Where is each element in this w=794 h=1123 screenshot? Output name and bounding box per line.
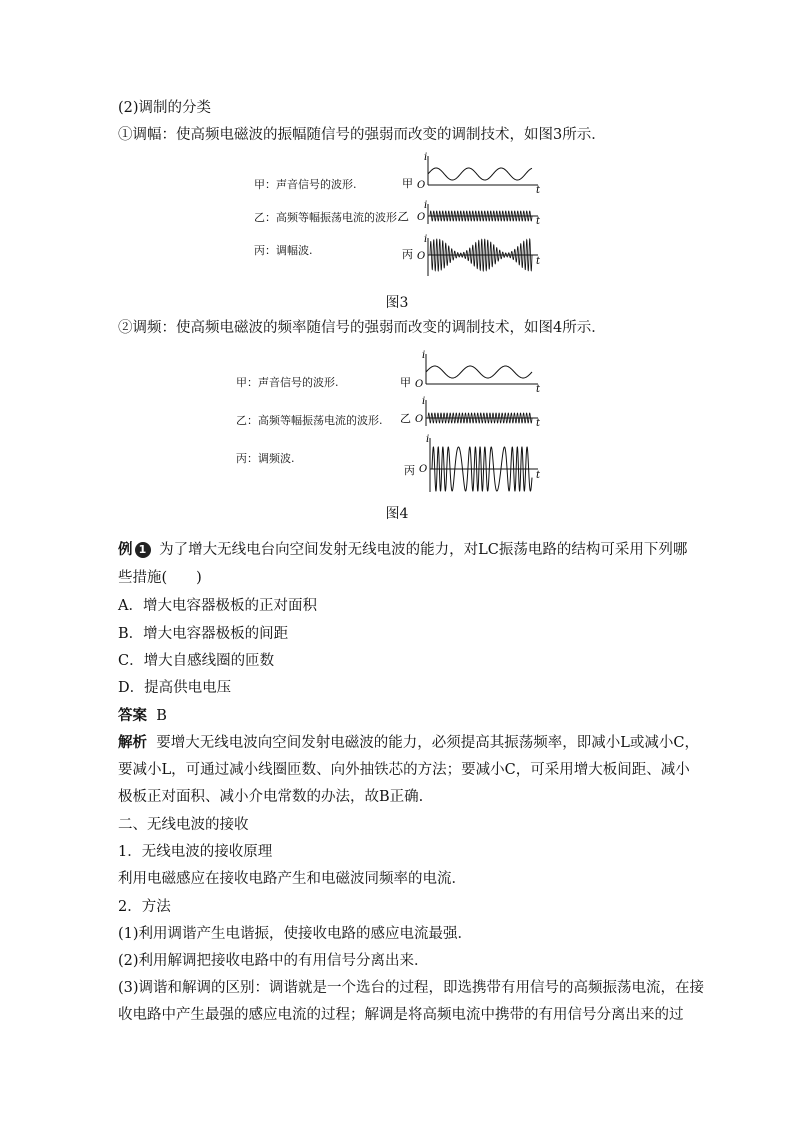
- svg-text:O: O: [417, 212, 426, 223]
- fig4-tag-jia: 甲: [400, 376, 411, 389]
- fig3-tag-jia: 甲: [402, 177, 413, 190]
- fig4-tag-yi: 乙: [400, 412, 411, 425]
- fig3-tag-yi: 乙: [398, 210, 409, 223]
- example-number-badge: 1: [135, 542, 151, 558]
- svg-text:t: t: [536, 256, 541, 267]
- fig4-waveforms: [250, 350, 550, 496]
- receiving-principle-title: 1．无线电波的接收原理: [118, 844, 273, 860]
- figure-4: [236, 350, 550, 496]
- example-tag: 例: [118, 541, 133, 558]
- fig4-label-bing: 丙：调频波.: [236, 452, 295, 465]
- method-item-1: (1)利用调谐产生电谐振，使接收电路的感应电流最强．: [118, 926, 473, 942]
- analysis-line2: 要减小L，可通过减小线圈匝数、向外抽铁芯的方法；要减小C，可采用增大板间距、减小: [118, 762, 690, 778]
- analysis-text-1: 要增大无线电波向空间发射电磁波的能力，必须提高其振荡频率，即减小L或减小C，: [156, 735, 699, 751]
- method-item-3-line2: 收电路中产生最强的感应电流的过程；解调是将高频电流中携带的有用信号分离出来的过: [118, 1007, 684, 1023]
- fig3-waveforms: [250, 148, 550, 278]
- fig3-carrier-wave: [430, 211, 532, 221]
- svg-text:O: O: [417, 180, 426, 191]
- fig4-label-jia: 甲：声音信号的波形.: [236, 376, 339, 389]
- fig3-label-jia: 甲：声音信号的波形.: [254, 178, 357, 191]
- example-question-text: 为了增大无线电台向空间发射无线电波的能力，对LC振荡电路的结构可采用下列哪: [159, 542, 688, 558]
- fig3-am-wave: [430, 239, 532, 271]
- svg-text:t: t: [536, 216, 541, 227]
- figure-3-caption: 图3: [385, 295, 409, 311]
- svg-text:O: O: [417, 251, 426, 262]
- answer-line: [118, 706, 167, 726]
- svg-text:i: i: [424, 152, 428, 163]
- svg-text:i: i: [424, 200, 428, 211]
- fig4-tag-bing: 丙: [404, 464, 415, 477]
- svg-text:i: i: [424, 234, 428, 245]
- fig4-label-yi: 乙：高频等幅振荡电流的波形.: [236, 414, 383, 427]
- example-question-line2: 些措施( ): [118, 570, 202, 586]
- am-description: ①调幅：使高频电磁波的振幅随信号的强弱而改变的调制技术，如图3所示．: [118, 127, 606, 143]
- svg-text:t: t: [536, 470, 541, 481]
- svg-text:i: i: [422, 396, 426, 407]
- receiving-principle-text: 利用电磁感应在接收电路产生和电磁波同频率的电流．: [118, 871, 466, 887]
- modulation-heading: (2)调制的分类: [118, 100, 212, 116]
- receiving-heading: 二、无线电波的接收: [118, 817, 249, 833]
- fm-description: ②调频：使高频电磁波的频率随信号的强弱而改变的调制技术，如图4所示．: [118, 320, 606, 336]
- option-d: D．提高供电电压: [118, 680, 232, 696]
- svg-text:t: t: [536, 418, 541, 429]
- svg-text:O: O: [415, 379, 424, 390]
- svg-text:O: O: [415, 414, 424, 425]
- method-item-2: (2)利用解调把接收电路中的有用信号分离出来．: [118, 953, 429, 969]
- fig3-label-bing: 丙：调幅波.: [254, 244, 313, 257]
- svg-text:t: t: [536, 185, 541, 196]
- option-a: A．增大电容器极板的正对面积: [118, 598, 317, 614]
- answer-value: B: [156, 708, 167, 724]
- option-b: B．增大电容器极板的间距: [118, 626, 289, 642]
- figure-4-caption: 图4: [385, 506, 409, 522]
- option-c: C．增大自感线圈的匝数: [118, 653, 275, 669]
- fig3-label-yi: 乙：高频等幅振荡电流的波形.: [254, 211, 401, 224]
- answer-label: 答案: [118, 707, 147, 724]
- figure-3: [250, 148, 550, 278]
- svg-text:i: i: [422, 350, 426, 361]
- receiving-method-title: 2．方法: [118, 899, 171, 915]
- svg-text:i: i: [426, 434, 430, 445]
- fig3-audio-wave: [428, 168, 532, 180]
- svg-text:O: O: [419, 464, 428, 475]
- fig4-audio-wave: [426, 366, 532, 378]
- example-question-line1: [118, 540, 687, 560]
- analysis-line1: [118, 733, 699, 753]
- analysis-line3: 极板正对面积、减小介电常数的办法，故B正确.: [118, 789, 424, 805]
- fig3-tag-bing: 丙: [402, 248, 413, 261]
- method-item-3-line1: (3)调谐和解调的区别：调谐就是一个选台的过程，即选携带有用信号的高频振荡电流，在接: [118, 980, 705, 996]
- analysis-label: 解析: [118, 734, 147, 751]
- svg-text:t: t: [536, 384, 541, 395]
- fig4-carrier-wave: [428, 413, 532, 423]
